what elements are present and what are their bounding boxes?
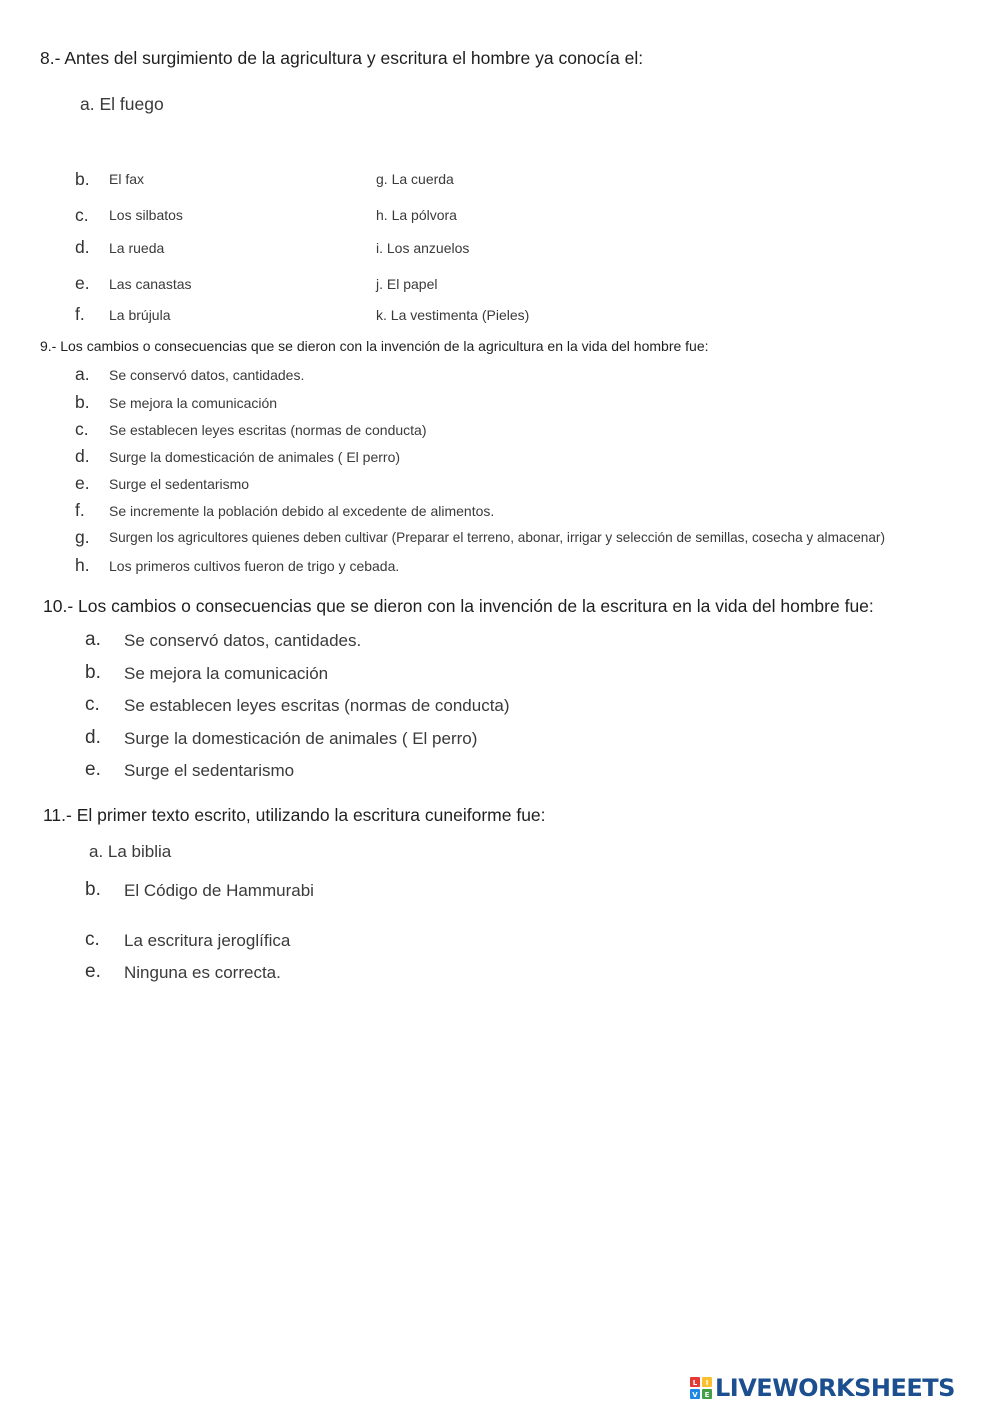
q10-option-e-text: Surge el sedentarismo	[124, 761, 295, 780]
q9-option-d-text: Surge la domesticación de animales ( El perro)	[109, 449, 401, 465]
q9-option-a-letter: a.	[75, 364, 90, 384]
question-10-title: 10.- Los cambios o consecuencias que se dieron con la invención de la escritura en la vida del hombre fue:	[43, 596, 874, 616]
q10-option-c-text: Se establecen leyes escritas (normas de conducta)	[124, 696, 510, 715]
q9-option-g-letter: g.	[75, 527, 90, 547]
q11-option-c-text: La escritura jeroglífica	[124, 931, 291, 950]
q9-option-g-text: Surgen los agricultores quienes deben cultivar (Preparar el terreno, abonar, irrigar y selección de semillas, cosecha y almacenar)	[109, 530, 885, 545]
q9-option-d-letter: d.	[75, 446, 90, 466]
q9-option-b-text: Se mejora la comunicación	[109, 395, 278, 411]
q8-option-e-letter: e.	[75, 273, 90, 293]
q8-option-c-text: Los silbatos	[109, 207, 183, 223]
question-11-title: 11.- El primer texto escrito, utilizando la escritura cuneiforme fue:	[43, 805, 546, 825]
q8-option-d-letter: d.	[75, 237, 90, 257]
q9-option-h-letter: h.	[75, 555, 90, 575]
question-9-title: 9.- Los cambios o consecuencias que se dieron con la invención de la agricultura en la vida del hombre fue:	[40, 338, 709, 354]
q9-option-f-letter: f.	[75, 500, 85, 520]
svg-text:L: L	[692, 1379, 698, 1387]
q11-option-e-text: Ninguna es correcta.	[124, 963, 281, 982]
q9-option-a-text: Se conservó datos, cantidades.	[109, 367, 305, 383]
svg-text:I: I	[705, 1379, 709, 1387]
q11-option-c-letter: c.	[85, 929, 100, 950]
q8-option-a: a. El fuego	[80, 94, 164, 114]
q11-option-b-text: El Código de Hammurabi	[124, 881, 314, 900]
q8-option-e-text: Las canastas	[109, 276, 192, 292]
q9-option-b-letter: b.	[75, 392, 90, 412]
q9-option-c-text: Se establecen leyes escritas (normas de conducta)	[109, 422, 427, 438]
q8-option-f-text: La brújula	[109, 307, 171, 323]
q8-option-b-letter: b.	[75, 169, 90, 189]
q10-option-a-text: Se conservó datos, cantidades.	[124, 631, 362, 650]
q8-option-d-text: La rueda	[109, 240, 165, 256]
q8-option-b-text: El fax	[109, 171, 145, 187]
q8-option-i: i. Los anzuelos	[376, 240, 470, 256]
q8-option-g: g. La cuerda	[376, 171, 454, 187]
liveworksheets-logo[interactable]	[690, 1373, 955, 1403]
q9-option-h-text: Los primeros cultivos fueron de trigo y cebada.	[109, 558, 400, 574]
q11-option-e-letter: e.	[85, 961, 101, 982]
q10-option-d-letter: d.	[85, 727, 101, 748]
q8-option-f-letter: f.	[75, 304, 85, 324]
q11-option-a: a. La biblia	[89, 842, 172, 861]
liveworksheets-brand-text: LIVEWORKSHEETS	[715, 1374, 955, 1402]
q10-option-a-letter: a.	[85, 629, 101, 650]
q8-option-h: h. La pólvora	[376, 207, 457, 223]
q10-option-b-letter: b.	[85, 662, 101, 683]
q9-option-e-text: Surge el sedentarismo	[109, 476, 250, 492]
q10-option-b-text: Se mejora la comunicación	[124, 664, 329, 683]
q11-option-b-letter: b.	[85, 879, 101, 900]
q10-option-d-text: Surge la domesticación de animales ( El perro)	[124, 729, 478, 748]
question-8-title: 8.- Antes del surgimiento de la agricultura y escritura el hombre ya conocía el:	[40, 48, 644, 68]
q10-option-e-letter: e.	[85, 759, 101, 780]
q10-option-c-letter: c.	[85, 694, 100, 715]
liveworksheets-logo-icon	[690, 1377, 712, 1399]
q8-option-k: k. La vestimenta (Pieles)	[376, 307, 530, 323]
svg-text:V: V	[692, 1391, 698, 1399]
q8-option-c-letter: c.	[75, 205, 89, 225]
q9-option-c-letter: c.	[75, 419, 89, 439]
svg-text:E: E	[704, 1391, 710, 1399]
q9-option-f-text: Se incremente la población debido al excedente de alimentos.	[109, 503, 495, 519]
q9-option-e-letter: e.	[75, 473, 90, 493]
q8-option-j: j. El papel	[376, 276, 438, 292]
